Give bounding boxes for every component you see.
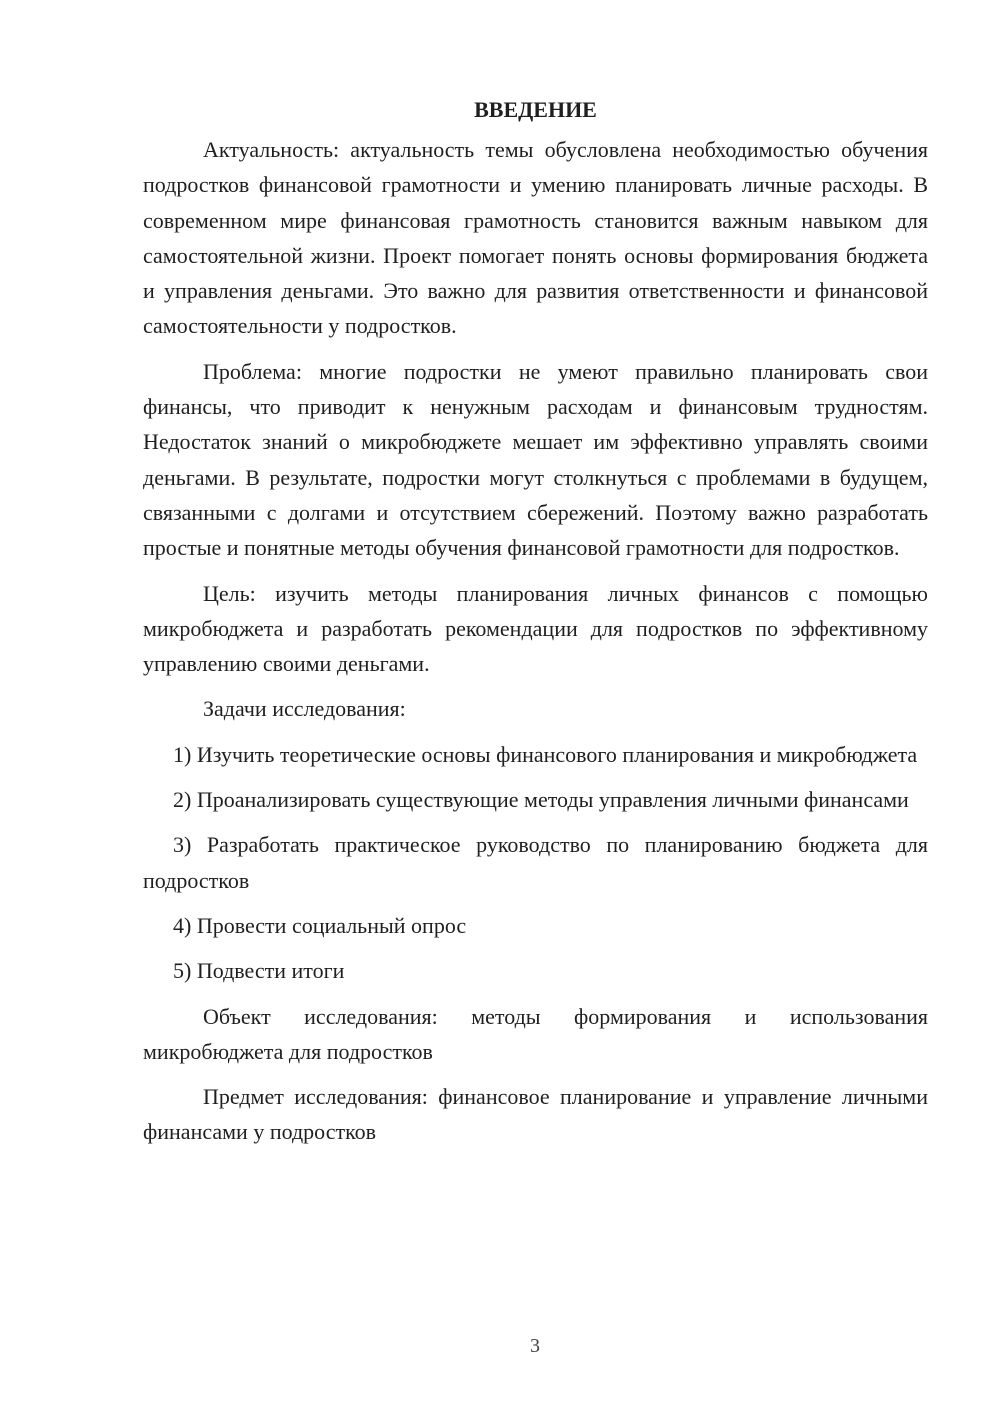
- task-item-4: 4) Провести социальный опрос: [173, 912, 467, 938]
- goal-paragraph: Цель: изучить методы планирования личных финансов с помощью микробюджета и разработать рекомендации для подростков по эффективному управлению своими деньгами.: [143, 580, 928, 677]
- page-number: 3: [530, 1335, 540, 1357]
- task-item-2: 2) Проанализировать существующие методы управления личными финансами: [173, 787, 909, 813]
- page-title: ВВЕДЕНИЕ: [474, 97, 597, 122]
- task-item-1: 1) Изучить теоретические основы финансового планирования и микробюджета: [173, 741, 918, 767]
- tasks-heading: Задачи исследования:: [203, 696, 406, 722]
- subject-paragraph: Предмет исследования: финансовое планирование и управление личными финансами у подростков: [143, 1084, 928, 1145]
- document-page: [143, 92, 928, 1150]
- problem-paragraph: Проблема: многие подростки не умеют правильно планировать свои финансы, что приводит к ненужным расходам и финансовым трудностям. Недостаток знаний о микробюджете мешает им эффективно управлять своими деньгами. В результате, подростки могут столкнуться с проблемами в будущем, связанными с долгами и отсутствием сбережений. Поэтому важно разработать простые и понятные методы обучения финансовой грамотности для подростков.: [143, 358, 928, 561]
- relevance-paragraph: Актуальность: актуальность темы обусловлена необходимостью обучения подростков финансовой грамотности и умению планировать личные расходы. В современном мире финансовая грамотность становится важным навыком для самостоятельной жизни. Проект помогает понять основы формирования бюджета и управления деньгами. Это важно для развития ответственности и финансовой самостоятельности у подростков.: [143, 137, 928, 339]
- task-item-3: 3) Разработать практическое руководство по планированию бюджета для подростков: [143, 832, 928, 893]
- task-item-5: 5) Подвести итоги: [173, 958, 345, 984]
- object-paragraph: Объект исследования: методы формирования и использования микробюджета для подростков: [143, 1003, 928, 1064]
